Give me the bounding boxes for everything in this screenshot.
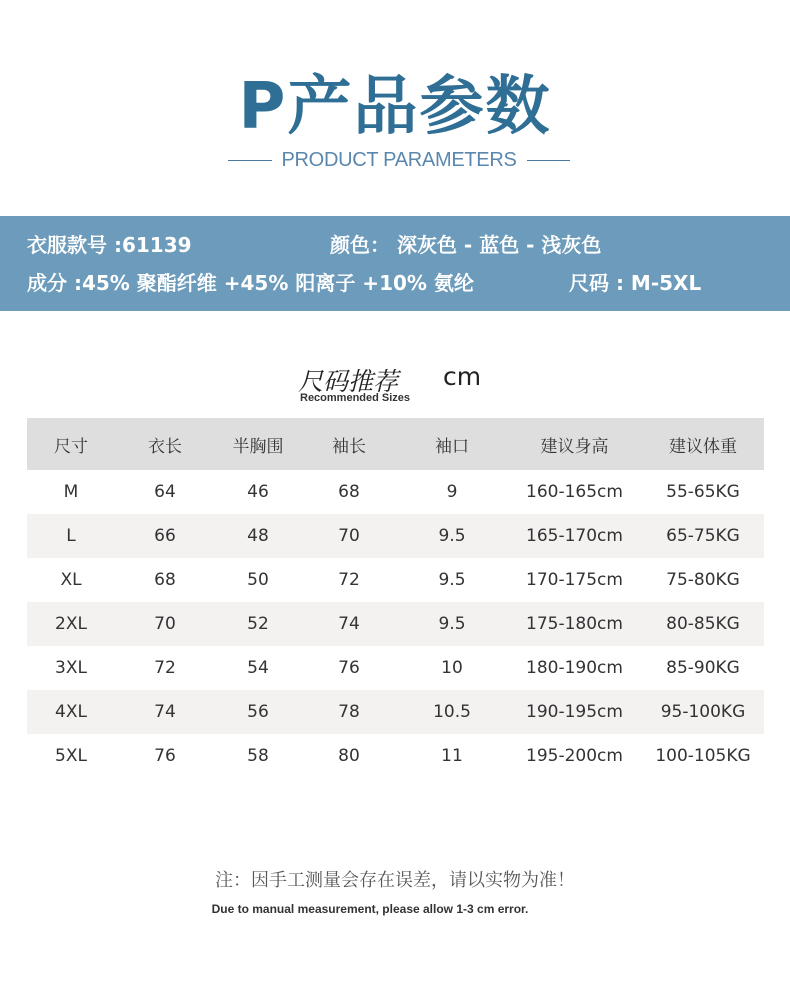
table-cell: XL [60, 570, 82, 590]
table-cell: 68 [338, 482, 360, 502]
size-table-unit: cm [443, 362, 482, 391]
table-cell: 74 [338, 614, 360, 634]
table-cell: 80-85KG [666, 614, 740, 634]
table-cell: 54 [247, 658, 269, 678]
table-cell: 9.5 [438, 526, 466, 546]
table-cell: 195-200cm [526, 746, 623, 766]
fabric-composition: 成分 :45% 聚酯纤维 +45% 阳离子 +10% 氨纶 [27, 271, 474, 295]
table-cell: 74 [154, 702, 176, 722]
table-cell: 78 [338, 702, 360, 722]
table-cell: 72 [154, 658, 176, 678]
table-cell: 75-80KG [666, 570, 740, 590]
column-header: 袖长 [332, 436, 366, 457]
table-cell: 70 [338, 526, 360, 546]
table-cell: 95-100KG [660, 702, 746, 722]
table-cell: 2XL [55, 614, 87, 634]
table-row [27, 470, 764, 514]
table-row [27, 514, 764, 558]
subtitle-row [228, 146, 570, 174]
table-cell: 165-170cm [526, 526, 623, 546]
size-table-subtitle: Recommended Sizes [300, 392, 411, 404]
column-header: 半胸围 [232, 436, 284, 457]
table-cell: 3XL [55, 658, 87, 678]
table-row [27, 734, 764, 778]
table-cell: 50 [247, 570, 269, 590]
table-cell: 58 [247, 746, 269, 766]
table-cell: 48 [247, 526, 269, 546]
table-body [27, 470, 764, 778]
table-cell: 72 [338, 570, 360, 590]
table-cell: 80 [338, 746, 360, 766]
size-table-title: 尺码推荐 [298, 367, 399, 396]
table-cell: M [63, 482, 79, 502]
table-cell: 100-105KG [655, 746, 751, 766]
table-row [27, 558, 764, 602]
table-cell: 64 [154, 482, 176, 502]
table-cell: 85-90KG [666, 658, 740, 678]
table-cell: 66 [154, 526, 176, 546]
table-cell: 10.5 [433, 702, 471, 722]
subtitle-right-rule [527, 160, 571, 161]
model-number: 衣服款号 :61139 [27, 233, 192, 257]
table-cell: 55-65KG [666, 482, 740, 502]
table-cell: 9.5 [438, 614, 466, 634]
size-table [27, 418, 764, 778]
table-cell: 190-195cm [526, 702, 623, 722]
table-cell: 76 [154, 746, 176, 766]
page-subtitle: PRODUCT PARAMETERS [281, 148, 517, 171]
table-cell: 10 [441, 658, 463, 678]
table-cell: 9.5 [438, 570, 466, 590]
table-cell: 9 [446, 482, 458, 502]
table-cell: L [66, 526, 76, 546]
column-header: 建议身高 [540, 436, 609, 457]
column-header: 建议体重 [669, 436, 737, 457]
product-info-band [0, 216, 790, 311]
table-header-row [27, 418, 764, 470]
page-title: P产品参数 [238, 70, 552, 144]
measurement-note-cn: 注：因手工测量会存在误差，请以实物为准！ [215, 870, 575, 891]
table-cell: 65-75KG [666, 526, 740, 546]
column-header: 尺寸 [54, 436, 88, 457]
table-cell: 46 [247, 482, 269, 502]
table-cell: 5XL [55, 746, 87, 766]
column-header: 衣长 [148, 436, 182, 457]
table-cell: 170-175cm [526, 570, 623, 590]
table-cell: 4XL [55, 702, 87, 722]
measurement-note-en: Due to manual measurement, please allow 1-3 cm error. [211, 902, 529, 916]
table-row [27, 690, 764, 734]
table-cell: 68 [154, 570, 176, 590]
table-cell: 175-180cm [526, 614, 623, 634]
table-cell: 76 [338, 658, 360, 678]
table-row [27, 646, 764, 690]
table-cell: 70 [154, 614, 176, 634]
table-cell: 180-190cm [526, 658, 623, 678]
size-range: 尺码 : M-5XL [569, 271, 702, 295]
table-cell: 160-165cm [526, 482, 623, 502]
color-options: 颜色： 深灰色 - 蓝色 - 浅灰色 [330, 233, 602, 257]
table-row [27, 602, 764, 646]
table-cell: 11 [441, 746, 463, 766]
table-cell: 52 [247, 614, 269, 634]
subtitle-left-rule [228, 160, 272, 161]
table-cell: 56 [247, 702, 269, 722]
column-header: 袖口 [435, 436, 469, 457]
